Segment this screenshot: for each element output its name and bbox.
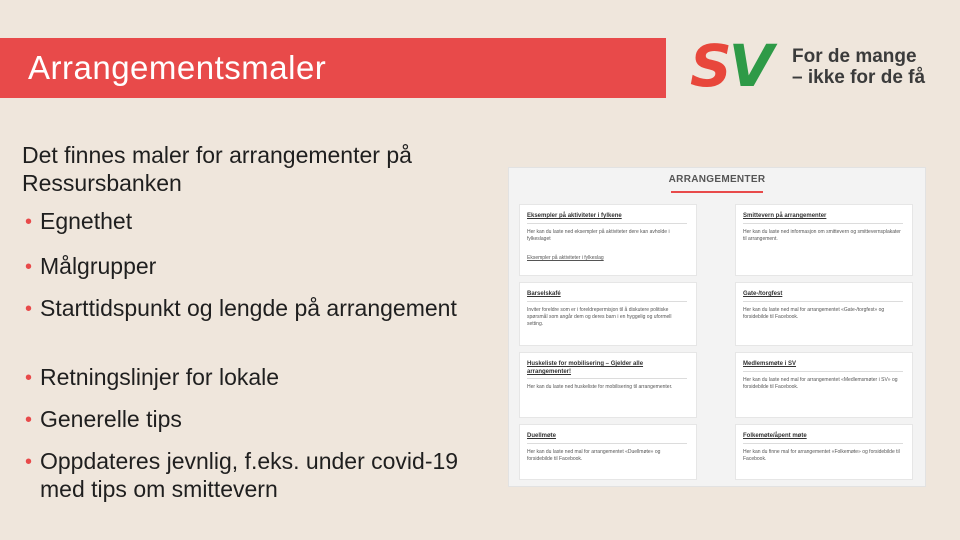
slogan-line-2: – ikke for de få — [792, 67, 926, 88]
intro-text: Det finnes maler for arrangementer på Ressursbanken — [22, 142, 412, 196]
bullet-dot-icon: • — [25, 256, 33, 278]
card-text: Her kan du laste ned huskeliste for mobilisering til arrangementer. — [527, 384, 673, 390]
card-divider — [743, 223, 903, 224]
bullet-text: Retningslinjer for lokale — [40, 364, 280, 390]
bullet-text: Oppdateres jevnlig, f.eks. under covid-19 med tips om smittevern — [40, 448, 459, 502]
card-text: Inviter foreldre som er i foreldrepermisjon til å diskutere politiske spørsmål som angår dem og deres barn i en hyggelig og uformell setting. — [527, 307, 672, 327]
card-divider — [743, 371, 903, 372]
bullet-item — [22, 252, 460, 280]
template-card[interactable] — [735, 424, 913, 480]
card-title[interactable]: Eksempler på aktiviteter i fylkene — [527, 213, 622, 219]
card-title[interactable]: Folkemøte/åpent møte — [743, 433, 807, 439]
bullet-item — [22, 447, 460, 503]
card-divider — [743, 301, 903, 302]
sv-logo-letters: SV — [690, 32, 771, 100]
bullet-item — [22, 207, 460, 235]
bullet-dot-icon: • — [25, 298, 33, 320]
card-title[interactable]: Gate-/torgfest — [743, 291, 783, 297]
template-card[interactable] — [735, 352, 913, 418]
template-card[interactable] — [519, 424, 697, 480]
slide-title: Arrangementsmaler — [28, 49, 327, 86]
template-card[interactable] — [735, 282, 913, 346]
bullet-text: Egnethet — [40, 208, 133, 234]
card-divider — [527, 443, 687, 444]
sv-logo-mark — [690, 32, 771, 100]
screenshot-heading — [509, 174, 925, 185]
slogan-line-1: For de mange — [792, 46, 917, 67]
bullet-dot-icon: • — [25, 211, 33, 233]
bullet-dot-icon: • — [25, 451, 33, 473]
sv-logo — [690, 32, 930, 100]
bullet-text: Målgrupper — [40, 253, 157, 279]
bullet-item — [22, 294, 460, 322]
card-title[interactable]: Smittevern på arrangementer — [743, 213, 827, 219]
card-title[interactable]: Barselskafé — [527, 291, 561, 297]
template-card[interactable] — [519, 352, 697, 418]
template-card[interactable] — [519, 282, 697, 346]
card-title[interactable]: Huskeliste for mobilisering – Gjelder alle arrangementer! — [527, 361, 644, 375]
card-divider — [527, 223, 687, 224]
card-text: Her kan du laste ned mal for arrangementet «Medlemsmøter i SV» og forsidebilde til Facebook. — [743, 377, 898, 390]
card-text: Her kan du laste ned eksempler på aktiviteter dere kan avholde i fylkeslaget — [527, 229, 670, 242]
template-card[interactable] — [735, 204, 913, 276]
card-text: Her kan du laste ned mal for arrangementet «Duellmøte» og forsidebilde til Facebook. — [527, 449, 661, 462]
bullet-item — [22, 363, 460, 391]
bullet-item — [22, 405, 460, 433]
heading-underline — [671, 191, 763, 193]
logo-slogan — [792, 46, 925, 88]
bullet-dot-icon: • — [25, 367, 33, 389]
card-divider — [527, 378, 687, 379]
bullet-text: Starttidspunkt og lengde på arrangement — [40, 295, 457, 321]
bullet-text: Generelle tips — [40, 406, 182, 432]
template-card[interactable] — [519, 204, 697, 276]
card-link[interactable]: Eksempler på aktiviteter i fylkeslag — [527, 255, 604, 261]
card-text: Her kan du laste ned mal for arrangementet «Gate-/torgfest» og forsidebilde til Facebook. — [743, 307, 885, 320]
title-bar — [0, 38, 666, 98]
card-title[interactable]: Duellmøte — [527, 433, 557, 439]
bullet-dot-icon: • — [25, 409, 33, 431]
card-divider — [743, 443, 903, 444]
ressursbanken-screenshot — [508, 167, 926, 487]
card-title[interactable]: Medlemsmøte i SV — [743, 361, 797, 367]
card-text: Her kan du finne mal for arrangementet «Folkemøte» og forsidebilde til Facebook. — [743, 449, 900, 462]
screenshot-heading-text: ARRANGEMENTER — [668, 174, 766, 185]
card-text: Her kan du laste ned informasjon om smittevern og smittevernsplakater til arrangement. — [743, 229, 901, 242]
card-divider — [527, 301, 687, 302]
